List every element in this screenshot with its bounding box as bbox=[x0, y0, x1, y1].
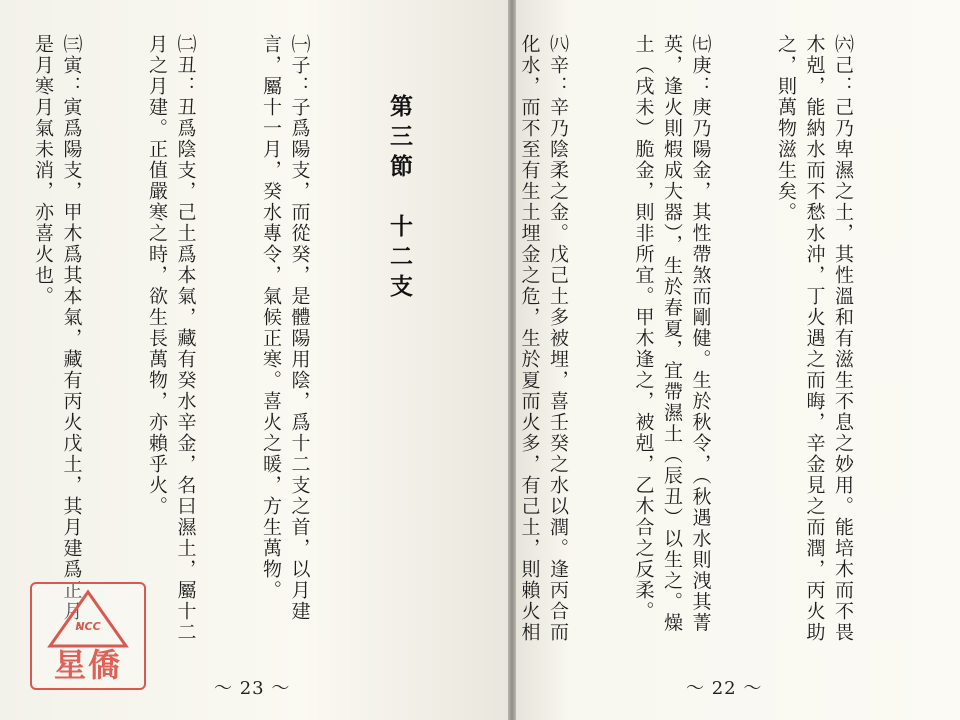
page-number-left: ～ 23 ～ bbox=[214, 678, 291, 699]
paragraph-ji: ㈥己：己乃卑濕之土，其性溫和有滋生不息之妙用。能培木而不畏木剋，能納水而不愁水沖，丁火遇之而晦，辛金見之而潤，丙火助之，則萬物滋生矣。 bbox=[775, 34, 854, 643]
watermark-stamp bbox=[30, 582, 146, 690]
paragraph-xin: ㈧辛：辛乃陰柔之金。戊己土多被埋，喜壬癸之水以潤。逢丙合而化水，而不至有生土埋金之危，生於夏而火多，有己土，則賴火相 bbox=[518, 34, 569, 643]
paragraph-chou: ㈡丑：丑爲陰支，己土爲本氣，藏有癸水辛金，名曰濕土，屬十二月之月建。正值嚴寒之時，欲生長萬物，亦賴乎火。 bbox=[146, 34, 197, 643]
paragraph-zi: ㈠子：子爲陽支，而從癸，是體陽用陰，爲十二支之首，以月建言，屬十一月，癸水專令，氣候正寒。喜火之暖，方生萬物。 bbox=[260, 34, 311, 622]
book-gutter bbox=[508, 0, 516, 720]
paragraph-yin: ㈢寅：寅爲陽支，甲木爲其本氣，藏有丙火戊土，其月建爲正月，是月寒月氣未消，亦喜火也。 bbox=[32, 34, 83, 643]
paragraph-geng: ㈦庚：庚乃陽金，其性帶煞而剛健。生於秋令，（秋遇水則洩其菁英，逢火則煆成大器），生於春夏，宜帶濕土（辰丑）以生之。燥土（戌未）脆金，則非所宜。甲木逢之，被剋，乙木合之反柔。 bbox=[632, 34, 712, 634]
stamp-cjk-text: 星僑 bbox=[53, 646, 122, 684]
right-page-text bbox=[516, 34, 914, 654]
page-number-right: ～ 22 ～ bbox=[686, 678, 763, 699]
right-page bbox=[516, 0, 960, 720]
left-page-text bbox=[32, 34, 470, 654]
section-heading: 第三節 十二支 bbox=[386, 94, 413, 304]
stamp-latin-text: NCC bbox=[75, 620, 101, 633]
